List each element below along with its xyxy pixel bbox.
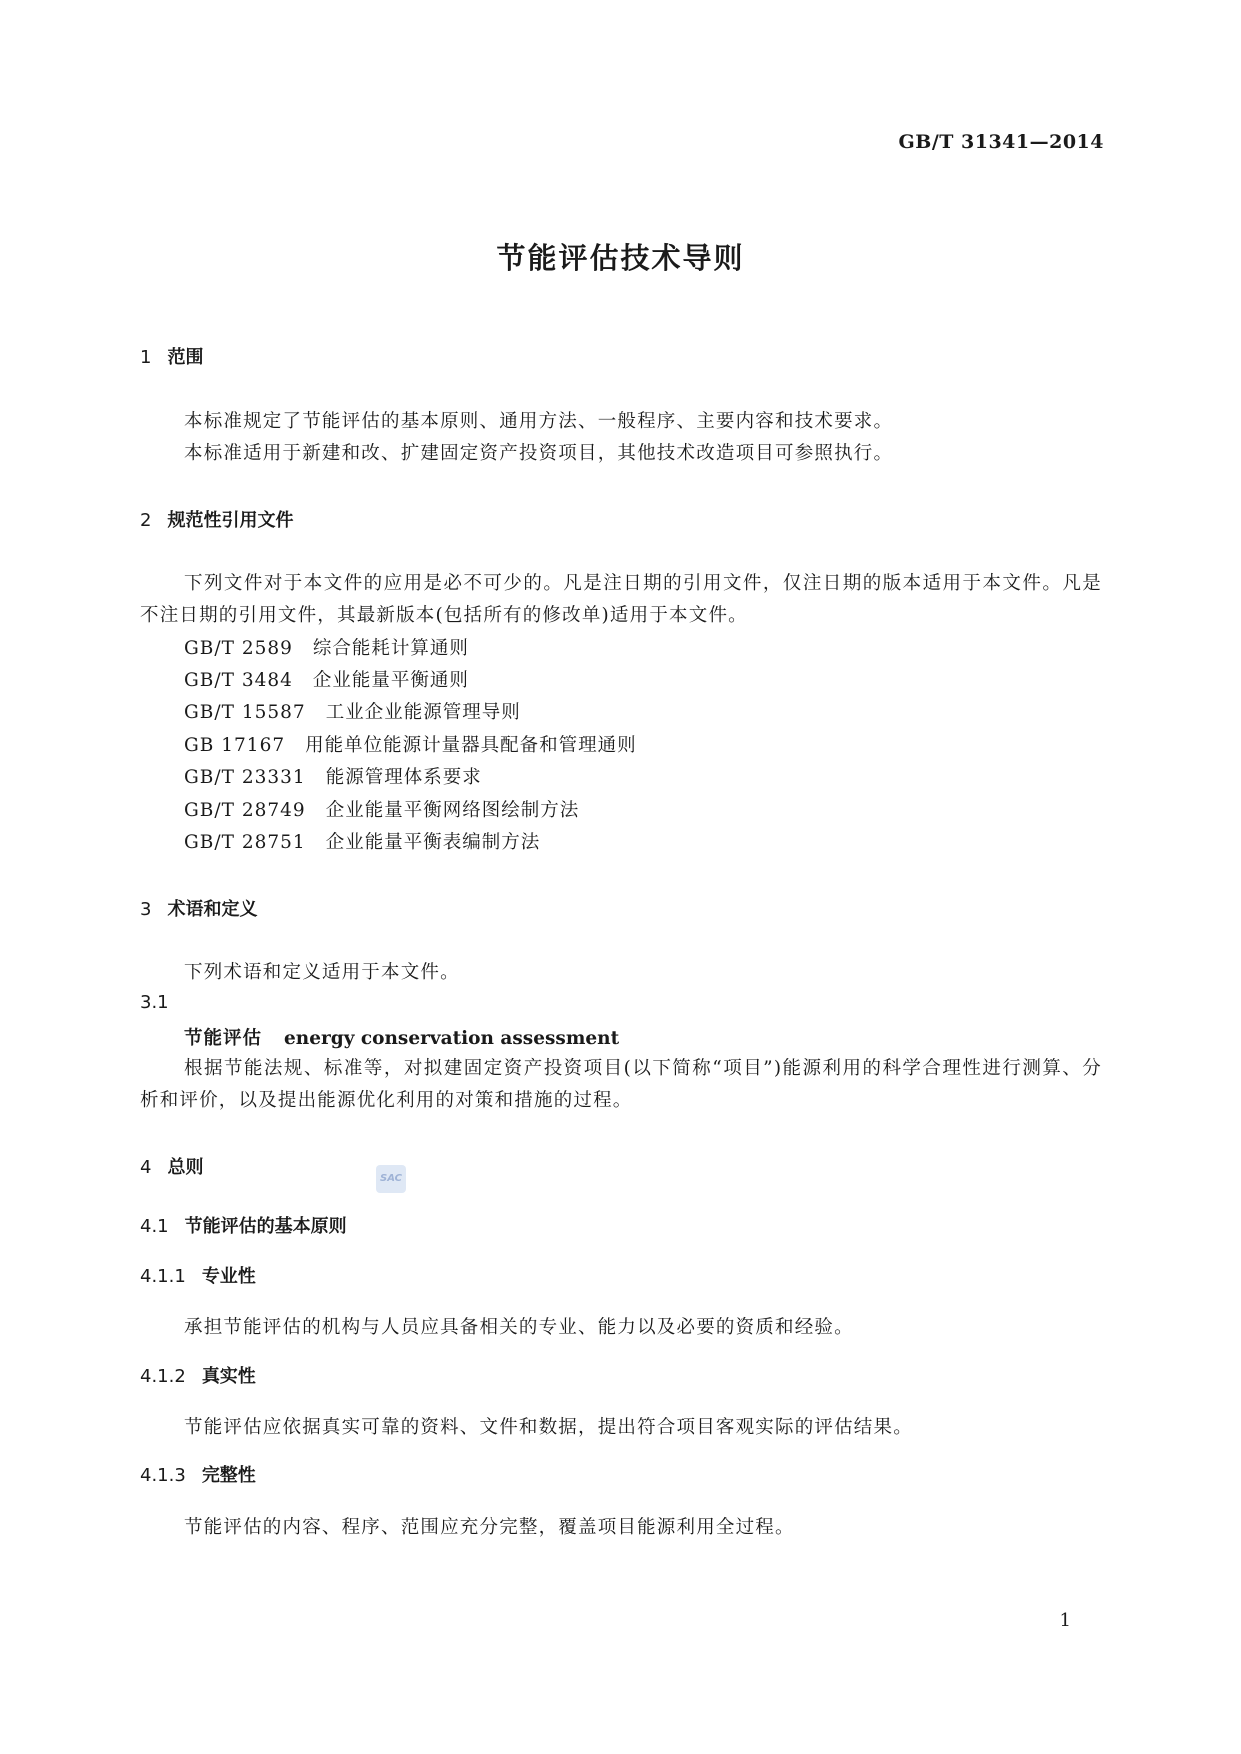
reference-title: 用能单位能源计量器具配备和管理通则 [305, 735, 637, 756]
reference-item [184, 731, 637, 757]
reference-item [184, 796, 579, 822]
section-4-1-3-text: 节能评估的内容、程序、范围应充分完整，覆盖项目能源利用全过程。 [184, 1517, 795, 1538]
term-chinese: 节能评估 [184, 1028, 263, 1049]
section-4-1-1-heading [140, 1262, 256, 1288]
reference-item [184, 828, 540, 854]
reference-title: 企业能量平衡通则 [312, 670, 469, 691]
reference-item [184, 698, 521, 724]
section-title: 范围 [167, 347, 204, 368]
section-number: 4.1.3 [140, 1465, 186, 1486]
section-number: 4.1 [140, 1216, 169, 1237]
reference-code: GB/T 28751 [184, 832, 306, 853]
section-title: 总则 [167, 1157, 204, 1178]
section-number: 1 [140, 347, 152, 368]
reference-title: 企业能量平衡网络图绘制方法 [325, 800, 580, 821]
term-definition: 根据节能法规、标准等，对拟建固定资产投资项目(以下简称“项目”)能源利用的科学合理性进行测算、分析和评价，以及提出能源优化利用的对策和措施的过程。 [140, 1058, 1102, 1111]
section-title: 节能评估的基本原则 [184, 1216, 347, 1237]
reference-code: GB/T 15587 [184, 702, 306, 723]
section-4-1-2-text: 节能评估应依据真实可靠的资料、文件和数据，提出符合项目客观实际的评估结果。 [184, 1417, 913, 1438]
reference-code: GB/T 28749 [184, 800, 306, 821]
section-number: 4.1.1 [140, 1266, 186, 1287]
reference-title: 能源管理体系要求 [325, 767, 482, 788]
section-title: 规范性引用文件 [167, 510, 294, 531]
section-number: 3 [140, 899, 152, 920]
section-number: 4.1.2 [140, 1366, 186, 1387]
section-3-heading [140, 895, 257, 921]
section-title: 完整性 [201, 1465, 256, 1486]
reference-item [184, 763, 482, 789]
page-number: 1 [1059, 1610, 1071, 1631]
section-title: 专业性 [201, 1266, 256, 1287]
section-1-paragraph-1: 本标准规定了节能评估的基本原则、通用方法、一般程序、主要内容和技术要求。 [184, 411, 894, 432]
section-2-intro: 下列文件对于本文件的应用是必不可少的。凡是注日期的引用文件，仅注日期的版本适用于本文件。凡是不注日期的引用文件，其最新版本(包括所有的修改单)适用于本文件。 [140, 573, 1102, 626]
sac-watermark-logo: SAC [376, 1165, 406, 1193]
reference-code: GB/T 2589 [184, 638, 293, 659]
term-entry [184, 1024, 619, 1050]
standard-code: GB/T 31341—2014 [898, 131, 1104, 153]
term-number: 3.1 [140, 992, 169, 1013]
reference-code: GB 17167 [184, 735, 286, 756]
document-title: 节能评估技术导则 [496, 241, 745, 275]
section-4-1-2-heading [140, 1362, 256, 1388]
reference-code: GB/T 3484 [184, 670, 293, 691]
reference-code: GB/T 23331 [184, 767, 306, 788]
section-3-intro: 下列术语和定义适用于本文件。 [184, 962, 460, 983]
term-english: energy conservation assessment [284, 1028, 620, 1049]
section-1-heading [140, 343, 203, 369]
section-title: 真实性 [201, 1366, 256, 1387]
section-4-1-1-text: 承担节能评估的机构与人员应具备相关的专业、能力以及必要的资质和经验。 [184, 1317, 854, 1338]
section-4-1-3-heading [140, 1461, 256, 1487]
section-2-heading [140, 506, 293, 532]
reference-title: 综合能耗计算通则 [312, 638, 469, 659]
reference-item [184, 634, 469, 660]
section-4-heading [140, 1153, 203, 1179]
reference-title: 工业企业能源管理导则 [325, 702, 521, 723]
reference-item [184, 666, 469, 692]
reference-title: 企业能量平衡表编制方法 [325, 832, 541, 853]
section-4-1-heading [140, 1212, 347, 1238]
section-title: 术语和定义 [167, 899, 258, 920]
section-number: 4 [140, 1157, 152, 1178]
section-1-paragraph-2: 本标准适用于新建和改、扩建固定资产投资项目，其他技术改造项目可参照执行。 [184, 443, 894, 464]
section-number: 2 [140, 510, 152, 531]
